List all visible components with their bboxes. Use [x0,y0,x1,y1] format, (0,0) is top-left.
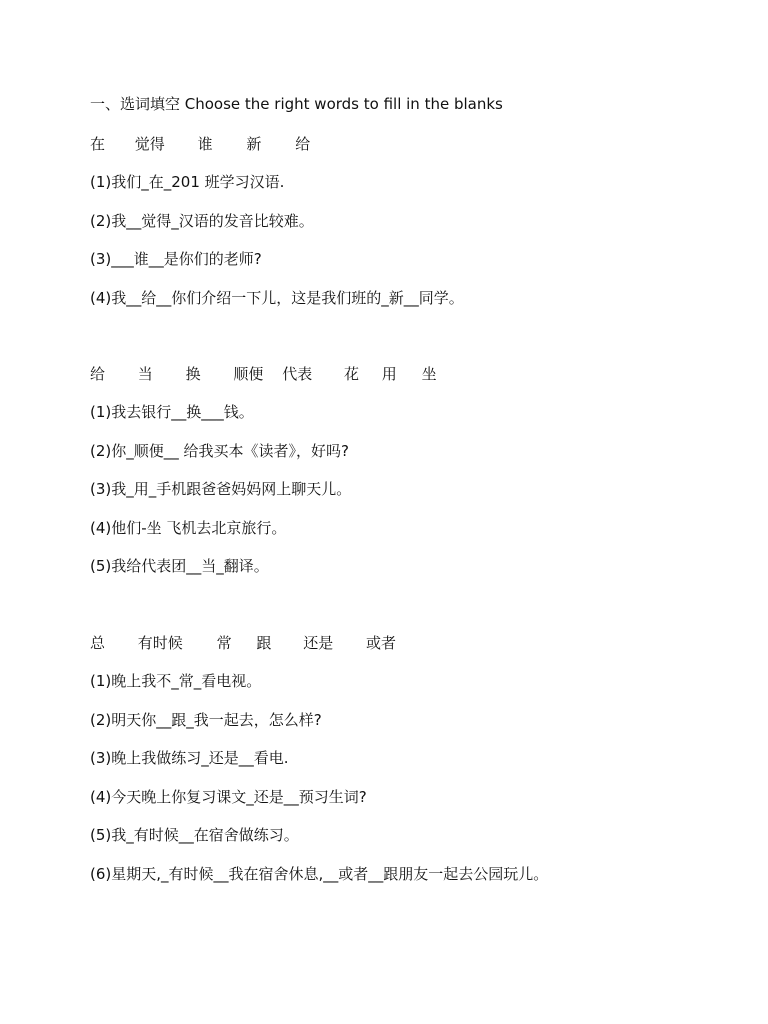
exercise-item: (4)我__给__你们介绍一下儿，这是我们班的_新__同学。 [90,288,464,307]
word-bank-2 [90,362,730,400]
word-bank-word: 坐 [421,365,437,383]
exercise-section-2 [90,362,730,593]
exercise-item: (3)___谁__是你们的老师? [90,250,262,268]
exercise-item: (5)我给代表团__当_翻译。 [90,557,269,575]
word-bank-word: 顺便 [233,365,264,383]
word-bank-word: 还是 [303,634,334,652]
exercise-item: (1)我去银行__换___钱。 [90,403,254,421]
word-bank-word: 当 [137,365,153,383]
word-bank-word: 有时候 [137,634,183,652]
word-bank-word: 跟 [256,634,272,652]
exercise-item: (3)晚上我做练习_还是__看电. [90,749,289,767]
word-bank-word: 给 [295,135,311,153]
word-bank-word: 觉得 [134,135,165,153]
word-bank-word: 常 [216,634,232,652]
exercise-section-1 [90,132,730,324]
word-bank-3 [90,631,730,669]
word-bank-word: 谁 [197,135,213,153]
word-bank-word: 总 [90,634,106,652]
word-bank-word: 在 [90,135,106,153]
exercise-item: (2)我__觉得_汉语的发音比较难。 [90,211,314,230]
exercise-title: 一、选词填空 Choose the right words to fill in the blanks [90,95,503,113]
exercise-item: (4)他们-坐 飞机去北京旅行。 [90,518,287,537]
word-bank-word: 给 [90,365,106,383]
word-bank-word: 新 [246,135,262,153]
exercise-item: (3)我_用_手机跟爸爸妈妈网上聊天儿。 [90,480,352,498]
exercise-item: (1)我们_在_201 班学习汉语. [90,173,285,191]
word-bank-word: 代表 [282,365,313,383]
word-bank-word: 花 [343,365,359,383]
exercise-item: (4)今天晚上你复习课文_还是__预习生词? [90,787,367,806]
exercise-item: (2)你_顺便__ 给我买本《读者》，好吗? [90,441,349,460]
exercise-item: (5)我_有时候__在宿舍做练习。 [90,826,299,844]
exercise-section-3 [90,631,730,900]
exercise-item: (6)星期天,_有时候__我在宿舍休息,__或者__跟朋友一起去公园玩儿。 [90,864,549,883]
word-bank-word: 或者 [365,634,396,652]
exercise-item: (1)晚上我不_常_看电视。 [90,672,262,690]
word-bank-1 [90,132,730,170]
word-bank-word: 换 [185,365,201,383]
exercise-item: (2)明天你__跟_我一起去，怎么样? [90,710,322,729]
word-bank-word: 用 [381,365,397,383]
